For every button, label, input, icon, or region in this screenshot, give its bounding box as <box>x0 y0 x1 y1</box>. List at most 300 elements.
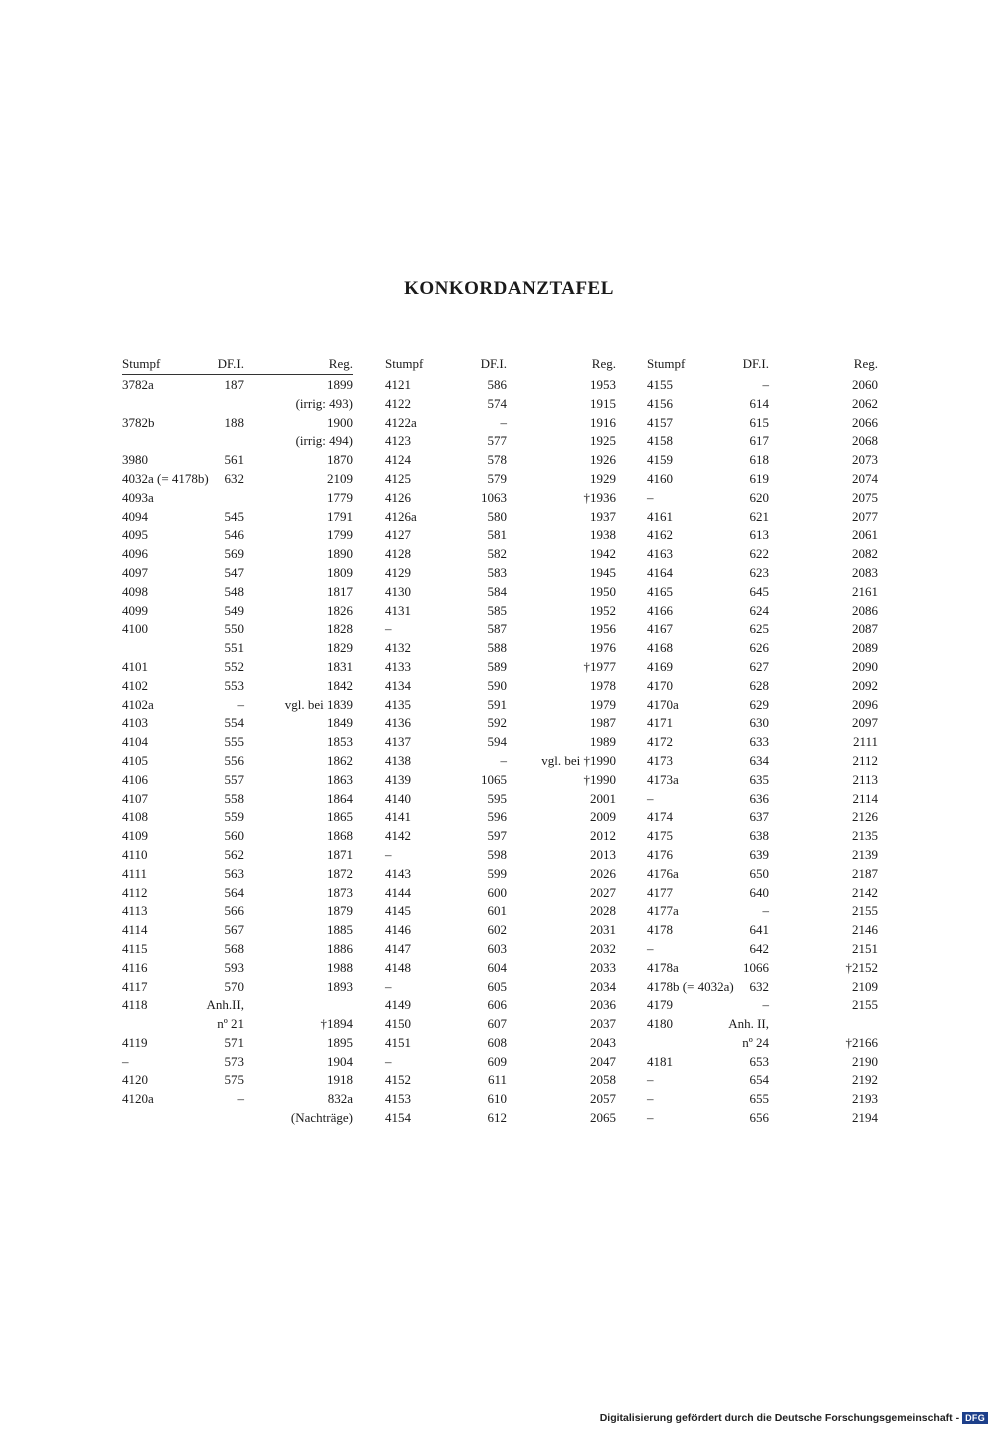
stumpf-cell: 4103 <box>122 715 148 731</box>
table-row <box>647 1071 878 1090</box>
stumpf-cell: – <box>385 621 392 637</box>
dfi-cell: 555 <box>224 734 244 750</box>
reg-cell: 1899 <box>327 377 353 392</box>
stumpf-cell: 4176 <box>647 846 673 862</box>
dfi-cell: 630 <box>749 715 769 731</box>
table-row <box>647 752 878 771</box>
table-row <box>122 620 353 639</box>
dfi-cell: – <box>762 377 769 392</box>
dfi-cell: – <box>500 414 507 430</box>
table-row <box>385 489 616 508</box>
dfi-cell: 638 <box>749 828 769 844</box>
funding-footer <box>600 1412 988 1424</box>
stumpf-cell: 4110 <box>122 846 148 862</box>
reg-cell: 1817 <box>327 583 353 599</box>
stumpf-cell: 4100 <box>122 621 148 637</box>
table-row <box>122 508 353 527</box>
reg-cell: 2074 <box>852 470 878 486</box>
stumpf-cell: 4122 <box>385 395 411 411</box>
stumpf-cell: 4139 <box>385 771 411 787</box>
dfi-cell: 632 <box>749 978 769 994</box>
dfi-cell: 627 <box>749 658 769 674</box>
reg-cell: 2086 <box>852 602 878 618</box>
dfi-cell: 187 <box>224 377 244 392</box>
table-row <box>385 414 616 433</box>
stumpf-cell: 4109 <box>122 828 148 844</box>
stumpf-cell: 4169 <box>647 658 673 674</box>
dfi-cell: 610 <box>487 1091 507 1107</box>
stumpf-cell: 4140 <box>385 790 411 806</box>
dfi-cell: 656 <box>749 1110 769 1126</box>
dfi-cell: 618 <box>749 452 769 468</box>
stumpf-cell: 4147 <box>385 940 411 956</box>
table-row <box>385 733 616 752</box>
reg-cell: 2187 <box>852 865 878 881</box>
reg-cell: 2126 <box>852 809 878 825</box>
stumpf-cell: 4097 <box>122 564 148 580</box>
dfi-cell: Anh.II, <box>206 997 244 1013</box>
stumpf-cell: – <box>647 790 654 806</box>
stumpf-cell: 4151 <box>385 1034 411 1050</box>
table-row <box>647 790 878 809</box>
reg-cell: 1989 <box>590 734 616 750</box>
table-row <box>122 432 353 451</box>
table-row <box>647 771 878 790</box>
header-reg: Reg. <box>853 356 878 371</box>
dfi-cell: 624 <box>749 602 769 618</box>
table-row <box>647 827 878 846</box>
dfi-cell: 626 <box>749 640 769 656</box>
stumpf-cell: 4120a <box>122 1091 154 1107</box>
dfi-cell: 592 <box>487 715 507 731</box>
reg-cell: 1918 <box>327 1072 353 1088</box>
stumpf-cell: 4127 <box>385 527 411 543</box>
stumpf-cell: 4122a <box>385 414 417 430</box>
dfi-cell: 606 <box>487 997 507 1013</box>
reg-cell: 1879 <box>327 903 353 919</box>
reg-cell: 2062 <box>852 395 878 411</box>
stumpf-cell: 4150 <box>385 1016 411 1032</box>
table-row <box>122 677 353 696</box>
header-rule <box>122 374 353 375</box>
reg-cell: 1925 <box>590 433 616 449</box>
dfi-cell: 611 <box>487 1072 507 1088</box>
reg-cell: 2161 <box>852 583 878 599</box>
stumpf-cell: 4155 <box>647 377 673 392</box>
reg-cell: 1938 <box>590 527 616 543</box>
table-row <box>647 733 878 752</box>
dfi-cell: 577 <box>487 433 507 449</box>
dfg-logo: DFG <box>962 1412 988 1424</box>
dfi-cell: 585 <box>487 602 507 618</box>
reg-cell: 1916 <box>590 414 616 430</box>
table-row <box>385 790 616 809</box>
table-row <box>385 1034 616 1053</box>
reg-cell: 2192 <box>852 1072 878 1088</box>
table-row <box>647 470 878 489</box>
dfi-cell: – <box>762 903 769 919</box>
table-row <box>122 846 353 865</box>
stumpf-cell: 4123 <box>385 433 411 449</box>
table-row <box>122 451 353 470</box>
dfi-cell: 1063 <box>481 489 507 505</box>
dfi-cell: – <box>762 997 769 1013</box>
table-row <box>385 714 616 733</box>
dfi-cell: 558 <box>224 790 244 806</box>
reg-cell: 2096 <box>852 696 878 712</box>
table-row <box>647 658 878 677</box>
dfi-cell: 594 <box>487 734 507 750</box>
reg-cell: 1863 <box>327 771 353 787</box>
dfi-cell: nº 24 <box>742 1034 769 1050</box>
dfi-cell: 569 <box>224 546 244 562</box>
dfi-cell: 642 <box>749 940 769 956</box>
table-row <box>385 526 616 545</box>
stumpf-cell: – <box>647 940 654 956</box>
dfi-cell: 550 <box>224 621 244 637</box>
reg-cell: 2057 <box>590 1091 616 1107</box>
dfi-cell: 623 <box>749 564 769 580</box>
table-row <box>122 752 353 771</box>
table-row <box>122 639 353 658</box>
reg-cell: vgl. bei 1839 <box>284 696 353 712</box>
table-row <box>122 827 353 846</box>
header-stumpf: Stumpf <box>385 356 424 371</box>
stumpf-cell: 4178a <box>647 959 679 975</box>
reg-cell: 2092 <box>852 677 878 693</box>
dfi-cell: 551 <box>224 640 244 656</box>
stumpf-cell: 4157 <box>647 414 673 430</box>
stumpf-cell: – <box>385 1053 392 1069</box>
dfi-cell: 614 <box>749 395 769 411</box>
reg-cell: †2166 <box>845 1034 878 1050</box>
stumpf-cell: 4111 <box>122 865 148 881</box>
reg-cell: 2073 <box>852 452 878 468</box>
stumpf-cell: – <box>122 1053 129 1069</box>
table-row <box>122 714 353 733</box>
table-row <box>122 884 353 903</box>
reg-cell: 2060 <box>852 377 878 392</box>
column-header <box>647 354 878 376</box>
table-row <box>122 1034 353 1053</box>
stumpf-cell: 4181 <box>647 1053 673 1069</box>
stumpf-cell: – <box>385 846 392 862</box>
stumpf-cell: – <box>385 978 392 994</box>
stumpf-cell: 4137 <box>385 734 411 750</box>
concordance-column-2 <box>385 354 616 1128</box>
table-row <box>122 696 353 715</box>
reg-cell: 1988 <box>327 959 353 975</box>
reg-cell: (Nachträge) <box>290 1110 353 1126</box>
dfi-cell: 619 <box>749 470 769 486</box>
reg-cell: 1942 <box>590 546 616 562</box>
stumpf-cell: 4121 <box>385 377 411 392</box>
dfi-cell: 596 <box>487 809 507 825</box>
reg-cell: 2027 <box>590 884 616 900</box>
concordance-column-3 <box>647 354 878 1128</box>
stumpf-cell: 4132 <box>385 640 411 656</box>
table-row <box>647 583 878 602</box>
stumpf-cell: 4129 <box>385 564 411 580</box>
stumpf-cell: 4143 <box>385 865 411 881</box>
stumpf-cell: 4163 <box>647 546 673 562</box>
dfi-cell: 559 <box>224 809 244 825</box>
header-reg: Reg. <box>591 356 616 371</box>
reg-cell: 2155 <box>852 903 878 919</box>
table-row <box>647 846 878 865</box>
stumpf-cell: 4167 <box>647 621 673 637</box>
column-header <box>122 354 353 376</box>
reg-cell: 2061 <box>852 527 878 543</box>
dfi-cell: 566 <box>224 903 244 919</box>
stumpf-cell: 4148 <box>385 959 411 975</box>
table-row <box>385 508 616 527</box>
stumpf-cell: 4145 <box>385 903 411 919</box>
stumpf-cell: 4104 <box>122 734 148 750</box>
dfi-cell: 560 <box>224 828 244 844</box>
dfi-cell: 549 <box>224 602 244 618</box>
table-row <box>647 996 878 1015</box>
table-row <box>647 639 878 658</box>
stumpf-cell: 4130 <box>385 583 411 599</box>
dfi-cell: 553 <box>224 677 244 693</box>
table-row <box>647 526 878 545</box>
table-row <box>122 978 353 997</box>
dfi-cell: 635 <box>749 771 769 787</box>
stumpf-cell: 4117 <box>122 978 148 994</box>
dfi-cell: 1065 <box>481 771 507 787</box>
table-row <box>385 1071 616 1090</box>
table-row <box>385 865 616 884</box>
table-row <box>647 865 878 884</box>
table-row <box>122 733 353 752</box>
reg-cell: 1791 <box>327 508 353 524</box>
dfi-cell: 621 <box>749 508 769 524</box>
stumpf-cell: 4120 <box>122 1072 148 1088</box>
reg-cell: 1870 <box>327 452 353 468</box>
stumpf-cell: 4176a <box>647 865 679 881</box>
table-row <box>647 808 878 827</box>
stumpf-cell: 4116 <box>122 959 148 975</box>
reg-cell: †1977 <box>583 658 616 674</box>
table-row <box>647 376 878 395</box>
stumpf-cell: 4138 <box>385 752 411 768</box>
dfi-cell: 1066 <box>743 959 769 975</box>
reg-cell: 1950 <box>590 583 616 599</box>
dfi-cell: 632 <box>224 470 244 486</box>
reg-cell: 1895 <box>327 1034 353 1050</box>
reg-cell: 2090 <box>852 658 878 674</box>
reg-cell: 1849 <box>327 715 353 731</box>
table-row <box>647 602 878 621</box>
stumpf-cell: 4159 <box>647 452 673 468</box>
stumpf-cell: 3782a <box>122 377 154 392</box>
stumpf-cell: 4161 <box>647 508 673 524</box>
stumpf-cell: 4136 <box>385 715 411 731</box>
table-row <box>385 884 616 903</box>
stumpf-cell: 4032a (= 4178b) <box>122 470 209 486</box>
dfi-cell: 570 <box>224 978 244 994</box>
table-row <box>647 1090 878 1109</box>
table-row <box>385 902 616 921</box>
reg-cell: 2146 <box>852 922 878 938</box>
dfi-cell: 589 <box>487 658 507 674</box>
table-row <box>122 414 353 433</box>
stumpf-cell: 4170a <box>647 696 679 712</box>
table-row <box>385 752 616 771</box>
reg-cell: 1937 <box>590 508 616 524</box>
stumpf-cell: 4156 <box>647 395 673 411</box>
header-reg: Reg. <box>328 356 353 371</box>
reg-cell: 2155 <box>852 997 878 1013</box>
table-row <box>385 1109 616 1128</box>
stumpf-cell: 4168 <box>647 640 673 656</box>
stumpf-cell: 4114 <box>122 922 148 938</box>
table-row <box>647 414 878 433</box>
reg-cell: 1853 <box>327 734 353 750</box>
reg-cell: 1872 <box>327 865 353 881</box>
table-row <box>647 564 878 583</box>
table-row <box>647 432 878 451</box>
table-row <box>122 526 353 545</box>
stumpf-cell: 4106 <box>122 771 148 787</box>
dfi-cell: 545 <box>224 508 244 524</box>
reg-cell: 1831 <box>327 658 353 674</box>
reg-cell: 2190 <box>852 1053 878 1069</box>
page-title: KONKORDANZTAFEL <box>404 278 614 299</box>
dfi-cell: 552 <box>224 658 244 674</box>
table-row <box>122 376 353 395</box>
stumpf-cell: – <box>647 489 654 505</box>
dfi-cell: 603 <box>487 940 507 956</box>
stumpf-cell: 4175 <box>647 828 673 844</box>
table-row <box>385 1053 616 1072</box>
stumpf-cell: 4171 <box>647 715 673 731</box>
table-row <box>122 1053 353 1072</box>
stumpf-cell: 4133 <box>385 658 411 674</box>
reg-cell: 1871 <box>327 846 353 862</box>
table-row <box>385 1015 616 1034</box>
table-row <box>122 921 353 940</box>
stumpf-cell: 4102 <box>122 677 148 693</box>
table-row <box>385 639 616 658</box>
dfi-cell: 567 <box>224 922 244 938</box>
dfi-cell: 571 <box>224 1034 244 1050</box>
table-row <box>122 395 353 414</box>
stumpf-cell: 3980 <box>122 452 148 468</box>
stumpf-cell: 4107 <box>122 790 148 806</box>
table-row <box>385 827 616 846</box>
dfi-cell: 617 <box>749 433 769 449</box>
dfi-cell: 605 <box>487 978 507 994</box>
reg-cell: 1987 <box>590 715 616 731</box>
table-row <box>122 583 353 602</box>
table-row <box>122 602 353 621</box>
reg-cell: 2112 <box>852 752 878 768</box>
table-row <box>385 602 616 621</box>
reg-cell: 2009 <box>590 809 616 825</box>
reg-cell: 1885 <box>327 922 353 938</box>
table-row <box>385 978 616 997</box>
table-row <box>385 432 616 451</box>
reg-cell: 1865 <box>327 809 353 825</box>
reg-cell: 832a <box>327 1091 353 1107</box>
reg-cell: 2082 <box>852 546 878 562</box>
stumpf-cell: 4162 <box>647 527 673 543</box>
table-row <box>385 808 616 827</box>
table-row <box>122 1071 353 1090</box>
reg-cell: 1829 <box>327 640 353 656</box>
stumpf-cell: 4098 <box>122 583 148 599</box>
dfi-cell: 650 <box>749 865 769 881</box>
table-row <box>122 545 353 564</box>
dfi-cell: 580 <box>487 508 507 524</box>
table-row <box>122 865 353 884</box>
dfi-cell: 563 <box>224 865 244 881</box>
header-stumpf: Stumpf <box>647 356 686 371</box>
dfi-cell: 588 <box>487 640 507 656</box>
reg-cell: (irrig: 494) <box>295 433 353 449</box>
stumpf-cell: 4164 <box>647 564 673 580</box>
stumpf-cell: 4180 <box>647 1016 673 1032</box>
dfi-cell: 609 <box>487 1053 507 1069</box>
stumpf-cell: 4134 <box>385 677 411 693</box>
dfi-cell: 579 <box>487 470 507 486</box>
stumpf-cell: 4177a <box>647 903 679 919</box>
dfi-cell: 636 <box>749 790 769 806</box>
table-row <box>122 470 353 489</box>
reg-cell: 2037 <box>590 1016 616 1032</box>
stumpf-cell: 4158 <box>647 433 673 449</box>
reg-cell: 2097 <box>852 715 878 731</box>
table-row <box>385 620 616 639</box>
reg-cell: 1886 <box>327 940 353 956</box>
table-row <box>122 1090 353 1109</box>
table-row <box>385 376 616 395</box>
dfi-cell: 608 <box>487 1034 507 1050</box>
table-row <box>647 959 878 978</box>
reg-cell: 1873 <box>327 884 353 900</box>
reg-cell: 1953 <box>590 377 616 392</box>
stumpf-cell: 4096 <box>122 546 148 562</box>
reg-cell: 2193 <box>852 1091 878 1107</box>
dfi-cell: 622 <box>749 546 769 562</box>
stumpf-cell: 4154 <box>385 1110 411 1126</box>
reg-cell: 1862 <box>327 752 353 768</box>
reg-cell: 2036 <box>590 997 616 1013</box>
table-row <box>122 940 353 959</box>
dfi-cell: 586 <box>487 377 507 392</box>
table-row <box>647 1034 878 1053</box>
header-dfi: DF.I. <box>217 356 244 371</box>
reg-cell: 1929 <box>590 470 616 486</box>
stumpf-cell: 4172 <box>647 734 673 750</box>
reg-cell: 2026 <box>590 865 616 881</box>
reg-cell: 1828 <box>327 621 353 637</box>
footer-text: Digitalisierung gefördert durch die Deutsche Forschungsgemeinschaft - <box>599 1412 960 1424</box>
header-dfi: DF.I. <box>480 356 507 371</box>
reg-cell: 1956 <box>590 621 616 637</box>
reg-cell: 1868 <box>327 828 353 844</box>
dfi-cell: 578 <box>487 452 507 468</box>
stumpf-cell: 4135 <box>385 696 411 712</box>
dfi-cell: 615 <box>749 414 769 430</box>
reg-cell: 1900 <box>327 414 353 430</box>
reg-cell: 2142 <box>852 884 878 900</box>
dfi-cell: 546 <box>224 527 244 543</box>
table-row <box>385 996 616 1015</box>
table-row <box>385 677 616 696</box>
